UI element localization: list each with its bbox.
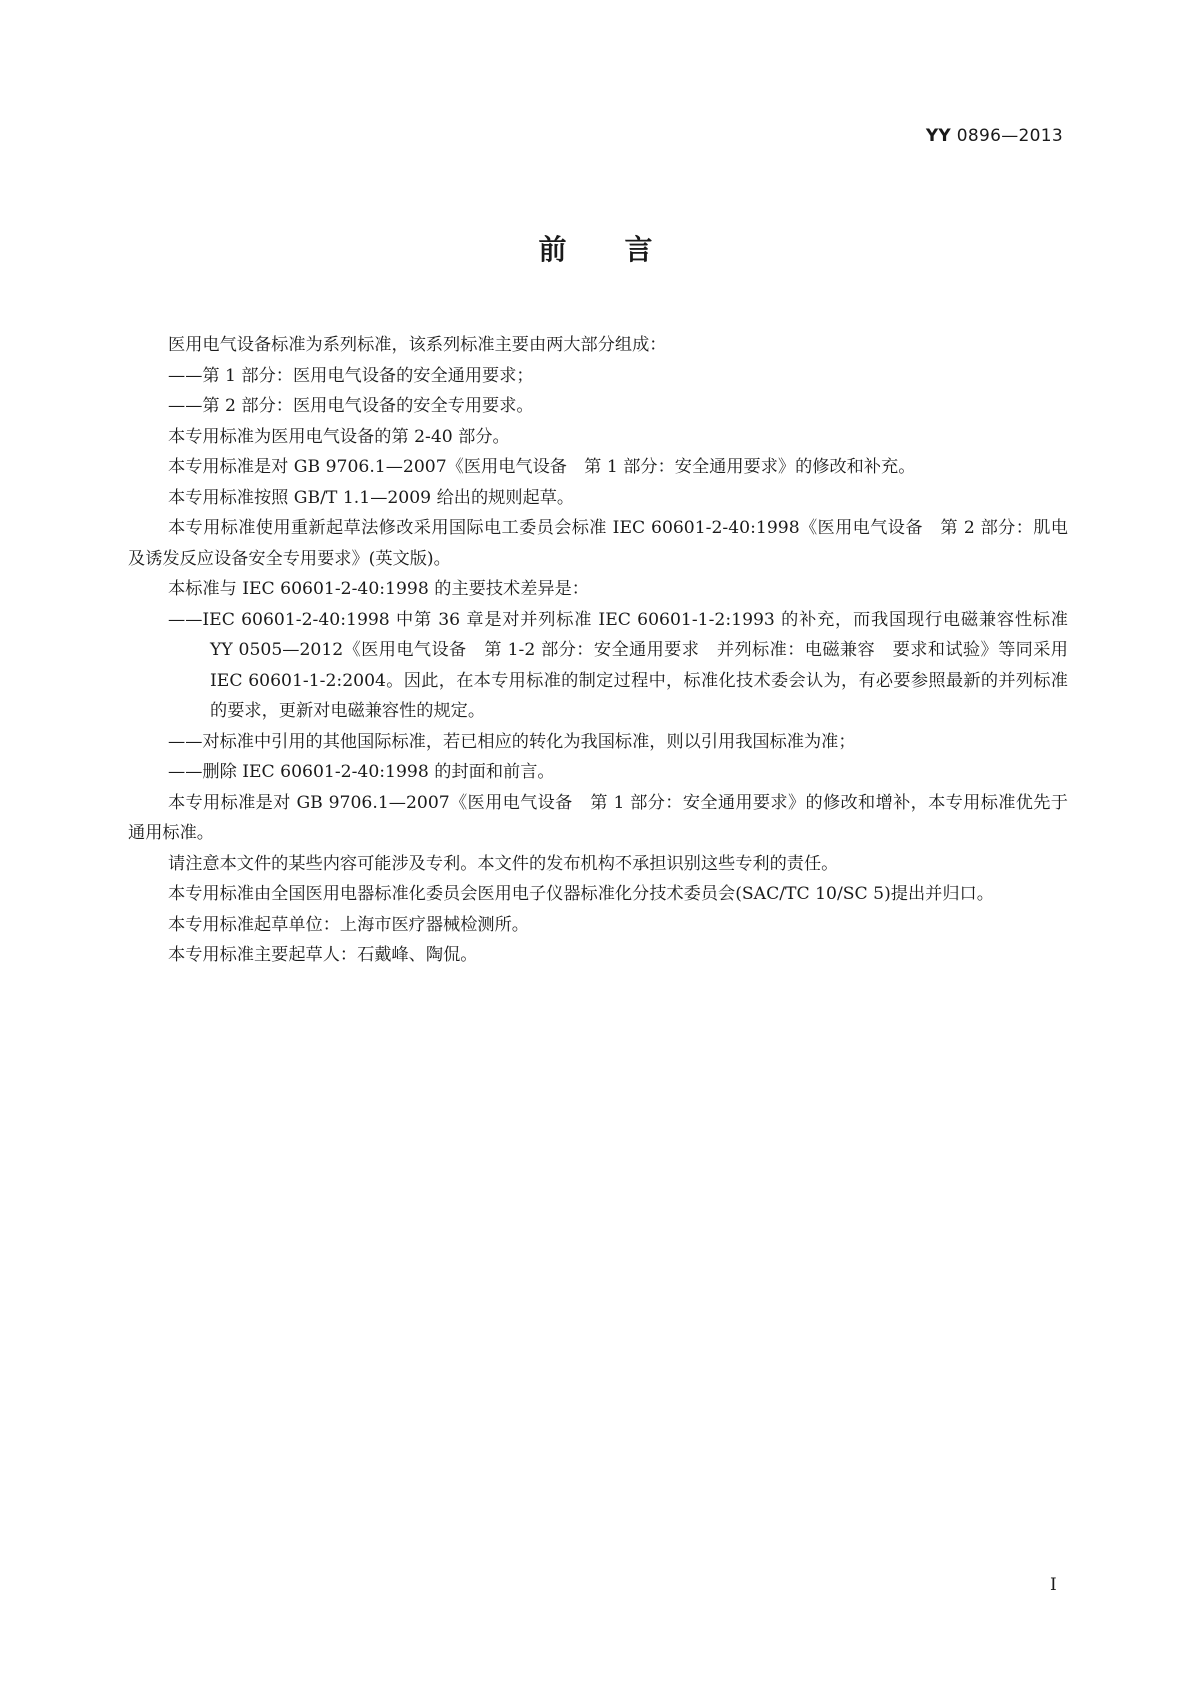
paragraph-part-number: 本专用标准为医用电气设备的第 2-40 部分。	[168, 426, 510, 447]
standard-code: 0896—2013	[956, 126, 1063, 146]
paragraph-drafting-rules: 本专用标准按照 GB/T 1.1—2009 给出的规则起草。	[168, 487, 575, 508]
standard-prefix: YY	[925, 126, 952, 146]
paragraph-patent-notice: 请注意本文件的某些内容可能涉及专利。本文件的发布机构不承担识别这些专利的责任。	[168, 853, 839, 874]
paragraph-adoption: 本专用标准使用重新起草法修改采用国际电工委员会标准 IEC 60601-2-40:1998《医用电气设备 第 2 部分：肌电及诱发反应设备安全专用要求》(英文版)。	[128, 518, 1068, 569]
paragraph-drafting-unit: 本专用标准起草单位：上海市医疗器械检测所。	[168, 914, 529, 935]
paragraph-intro: 医用电气设备标准为系列标准，该系列标准主要由两大部分组成：	[168, 335, 667, 355]
standard-number	[926, 126, 1063, 146]
list-item-difference-emc: ——IEC 60601-2-40:1998 中第 36 章是对并列标准 IEC 60601-1-2:1993 的补充，而我国现行电磁兼容性标准 YY 0505—2012《医用电气设备 第 1-2 部分：安全通用要求 并列标准：电磁兼容 要求和试验》等同采用 IEC 60601-1-2:2004。因此，在本专用标准的制定过程中，标准化技术委会认为，有必要参照最新的并列标准的要求，更新对电磁兼容性的规定。	[168, 609, 1068, 721]
list-item-difference-cover: ——删除 IEC 60601-2-40:1998 的封面和前言。	[168, 762, 555, 782]
page-title: 前言	[538, 233, 711, 266]
list-item-difference-references: ——对标准中引用的其他国际标准，若已相应的转化为我国标准，则以引用我国标准为准；	[168, 731, 856, 752]
list-item-part1: ——第 1 部分：医用电气设备的安全通用要求；	[168, 365, 534, 386]
paragraph-differences-intro: 本标准与 IEC 60601-2-40:1998 的主要技术差异是：	[168, 579, 589, 599]
page-number: I	[1050, 1575, 1057, 1595]
paragraph-proposer: 本专用标准由全国医用电器标准化委员会医用电子仪器标准化分技术委员会(SAC/TC 10/SC 5)提出并归口。	[168, 884, 994, 904]
paragraph-modification: 本专用标准是对 GB 9706.1—2007《医用电气设备 第 1 部分：安全通用要求》的修改和补充。	[168, 457, 916, 477]
foreword-body	[128, 330, 1068, 971]
list-item-part2: ——第 2 部分：医用电气设备的安全专用要求。	[168, 396, 534, 416]
paragraph-drafters: 本专用标准主要起草人：石戴峰、陶侃。	[168, 945, 478, 965]
paragraph-priority: 本专用标准是对 GB 9706.1—2007《医用电气设备 第 1 部分：安全通用要求》的修改和增补，本专用标准优先于通用标准。	[128, 792, 1068, 843]
